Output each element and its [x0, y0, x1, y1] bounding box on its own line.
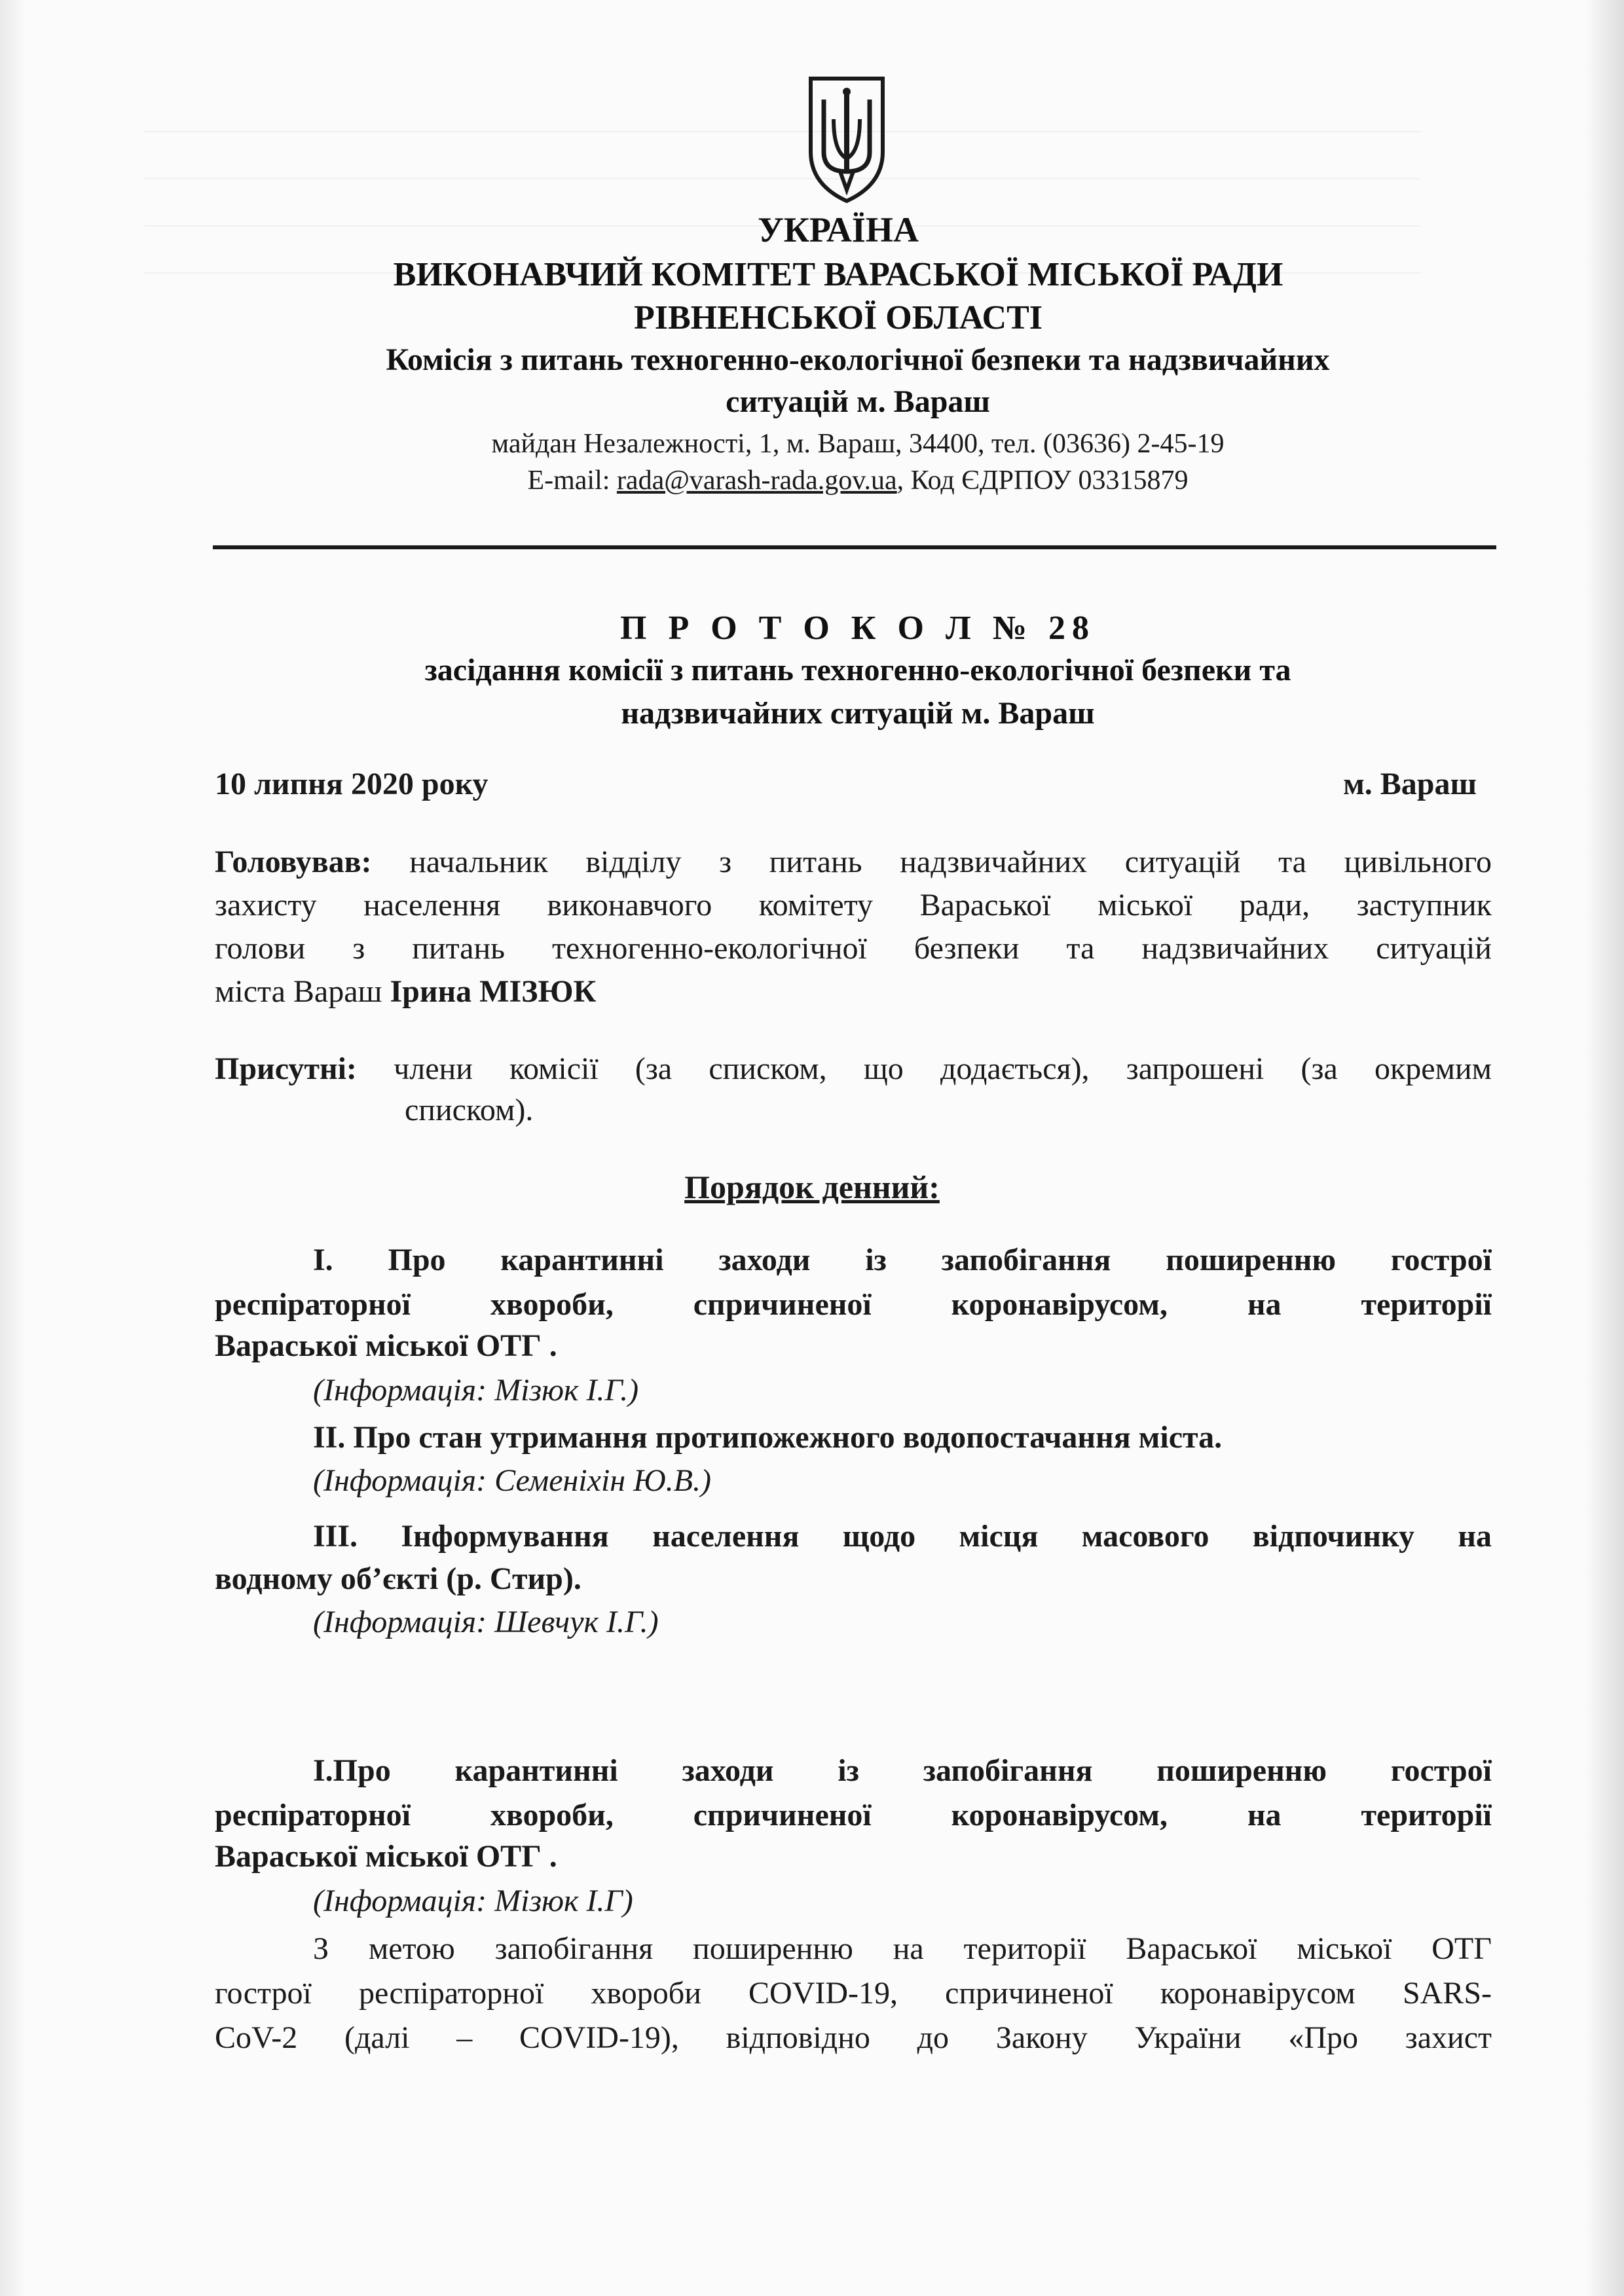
chair-line-4	[215, 970, 1492, 1013]
protocol-subtitle-line-1: засідання комісії з питань техногенно-екологічної безпеки та	[424, 653, 1291, 687]
agenda-item-3-info: (Інформація: Шевчук І.Г.)	[313, 1605, 659, 1639]
agenda-item-2-info: (Інформація: Семеніхін Ю.В.)	[313, 1463, 711, 1498]
section-1-title-line-2: респіраторної хвороби, спричиненої коронавірусом, на території	[215, 1798, 1492, 1832]
agenda-title: Порядок денний:	[684, 1169, 940, 1205]
scan-shadow-left	[0, 0, 26, 2296]
chair-line-3: голови з питань техногенно-екологічної безпеки та надзвичайних ситуацій	[215, 931, 1492, 966]
meeting-date: 10 липня 2020 року	[215, 767, 489, 801]
chair-name: Ірина МІЗЮК	[390, 974, 597, 1009]
present-label: Присутні:	[215, 1051, 357, 1086]
chair-text-4: міста Вараш	[215, 974, 390, 1009]
agenda-item-3-line-2: водному об’єкті (р. Стир).	[215, 1561, 581, 1596]
email-label: E-mail:	[527, 465, 617, 496]
header-region: РІВНЕНСЬКОЇ ОБЛАСТІ	[634, 299, 1043, 337]
section-1-body-line-1: З метою запобігання поширенню на території Вараської міської ОТГ	[313, 1931, 1492, 1966]
header-commission-line-1: Комісія з питань техногенно-екологічної безпеки та надзвичайних	[386, 342, 1330, 377]
section-1-title-line-1: І.Про карантинні заходи із запобігання поширенню гострої	[313, 1753, 1492, 1788]
section-1-title-line-3: Вараської міської ОТГ .	[215, 1839, 557, 1874]
agenda-item-1-line-1: І. Про карантинні заходи із запобігання поширенню гострої	[313, 1243, 1492, 1277]
agenda-item-2-line-1: ІІ. Про стан утримання протипожежного водопостачання міста.	[313, 1420, 1223, 1455]
meeting-city: м. Вараш	[1343, 767, 1477, 801]
section-1-body-line-2: гострої респіраторної хвороби COVID-19, спричиненої коронавірусом SARS-	[215, 1976, 1492, 2011]
email-link[interactable]: rada@varash-rada.gov.ua	[616, 465, 897, 496]
coat-of-arms-icon	[804, 73, 889, 204]
protocol-subtitle-line-2: надзвичайних ситуацій м. Вараш	[621, 696, 1095, 731]
protocol-title: П Р О Т О К О Л № 28	[620, 610, 1096, 647]
present-line-2: списком).	[405, 1093, 534, 1127]
header-address: майдан Незалежності, 1, м. Вараш, 34400, тел. (03636) 2-45-19	[491, 429, 1225, 459]
section-1-body-line-3: CoV-2 (далі – COVID-19), відповідно до Закону України «Про захист	[215, 2020, 1492, 2055]
agenda-item-1-info: (Інформація: Мізюк І.Г.)	[313, 1373, 639, 1408]
section-1-info: (Інформація: Мізюк І.Г)	[313, 1884, 633, 1918]
agenda-item-1-line-3: Вараської міської ОТГ .	[215, 1328, 557, 1363]
chair-line-1	[215, 841, 1492, 884]
header-divider	[213, 545, 1496, 549]
header-contacts	[46, 465, 1624, 496]
header-executive-committee: ВИКОНАВЧИЙ КОМІТЕТ ВАРАСЬКОЇ МІСЬКОЇ РАДИ	[393, 256, 1283, 293]
header-commission-line-2: ситуацій м. Вараш	[726, 384, 990, 419]
chair-text-1: начальник відділу з питань надзвичайних ситуацій та цивільного	[409, 845, 1492, 879]
present-text-1: члени комісії (за списком, що додається), запрошені (за окремим	[394, 1051, 1492, 1086]
agenda-item-1-line-2: респіраторної хвороби, спричиненої коронавірусом, на території	[215, 1287, 1492, 1322]
present-line-1	[215, 1048, 1492, 1091]
header-country: УКРАЇНА	[758, 210, 919, 249]
edrpou-code: , Код ЄДРПОУ 03315879	[896, 465, 1189, 496]
agenda-item-3-line-1: ІІІ. Інформування населення щодо місця масового відпочинку на	[313, 1519, 1492, 1554]
chair-label: Головував:	[215, 845, 372, 879]
chair-line-2: захисту населення виконавчого комітету Вараської міської ради, заступник	[215, 888, 1492, 922]
